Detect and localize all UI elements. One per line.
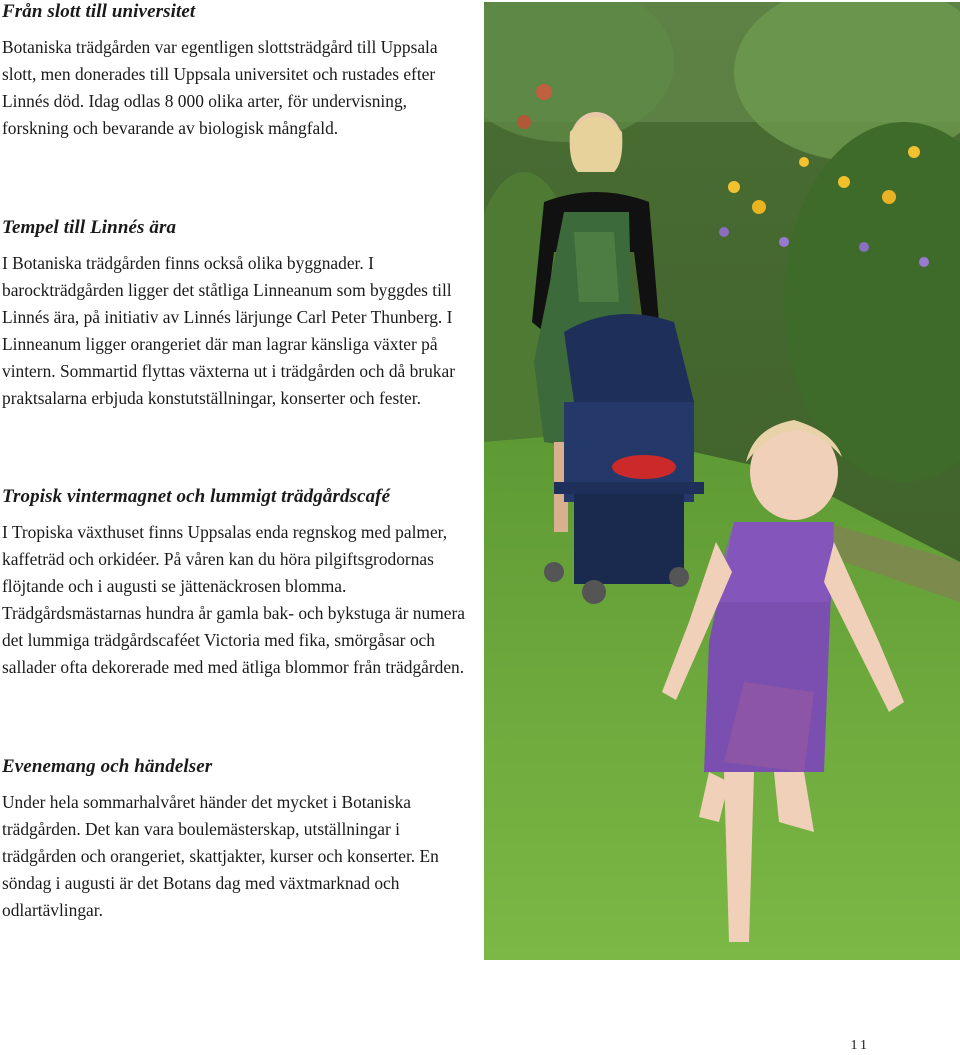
page-number: 11 [850, 1038, 870, 1053]
section-heading: Tropisk vintermagnet och lummigt trädgårdscafé [2, 486, 391, 507]
garden-photo-illustration [484, 2, 960, 960]
section-castle [2, 0, 470, 142]
section-body: Botaniska trädgården var egentligen slottsträdgård till Uppsala slott, men donerades till Uppsala universitet och rustades efter Linnés död. Idag odlas 8 000 olika arter, för undervisning, forskning och bevarande av biologisk mångfald. [2, 37, 438, 138]
section-events [2, 755, 470, 924]
section-temple [2, 216, 470, 411]
section-body: I Tropiska växthuset finns Uppsalas enda regnskog med palmer, kaffeträd och orkidéer. På våren kan du höra pilgiftsgrodornas flöjtande och i augusti se jättenäckrosen blomma. Trädgårdsmästarnas hundra år gamla bak- och bykstuga är numera det lummiga trädgårdscaféet Victoria med fika, smörgåsar och sallader ofta dekorerade med med ätliga blommor från trädgården. [2, 522, 465, 677]
section-body: Under hela sommarhalvåret händer det mycket i Botaniska trädgården. Det kan vara boulemästerskap, utställningar i trädgården och orangeriet, skattjakter, kurser och konserter. En söndag i augusti är det Botans dag med växtmarknad och odlartävlingar. [2, 792, 439, 920]
garden-photo [484, 2, 960, 960]
section-heading: Från slott till universitet [2, 1, 196, 22]
section-heading: Evenemang och händelser [2, 756, 213, 777]
section-heading: Tempel till Linnés ära [2, 217, 177, 238]
section-body: I Botaniska trädgården finns också olika byggnader. I barockträdgården ligger det ståtliga Linneanum som byggdes till Linnés ära, på initiativ av Linnés lärjunge Carl Peter Thunberg. I Linneanum ligger orangeriet där man lagrar känsliga växter på vintern. Sommartid flyttas växterna ut i trädgården och då brukar praktsalarna erbjuda konstutställningar, konserter och fester. [2, 253, 455, 408]
section-tropical [2, 485, 470, 680]
